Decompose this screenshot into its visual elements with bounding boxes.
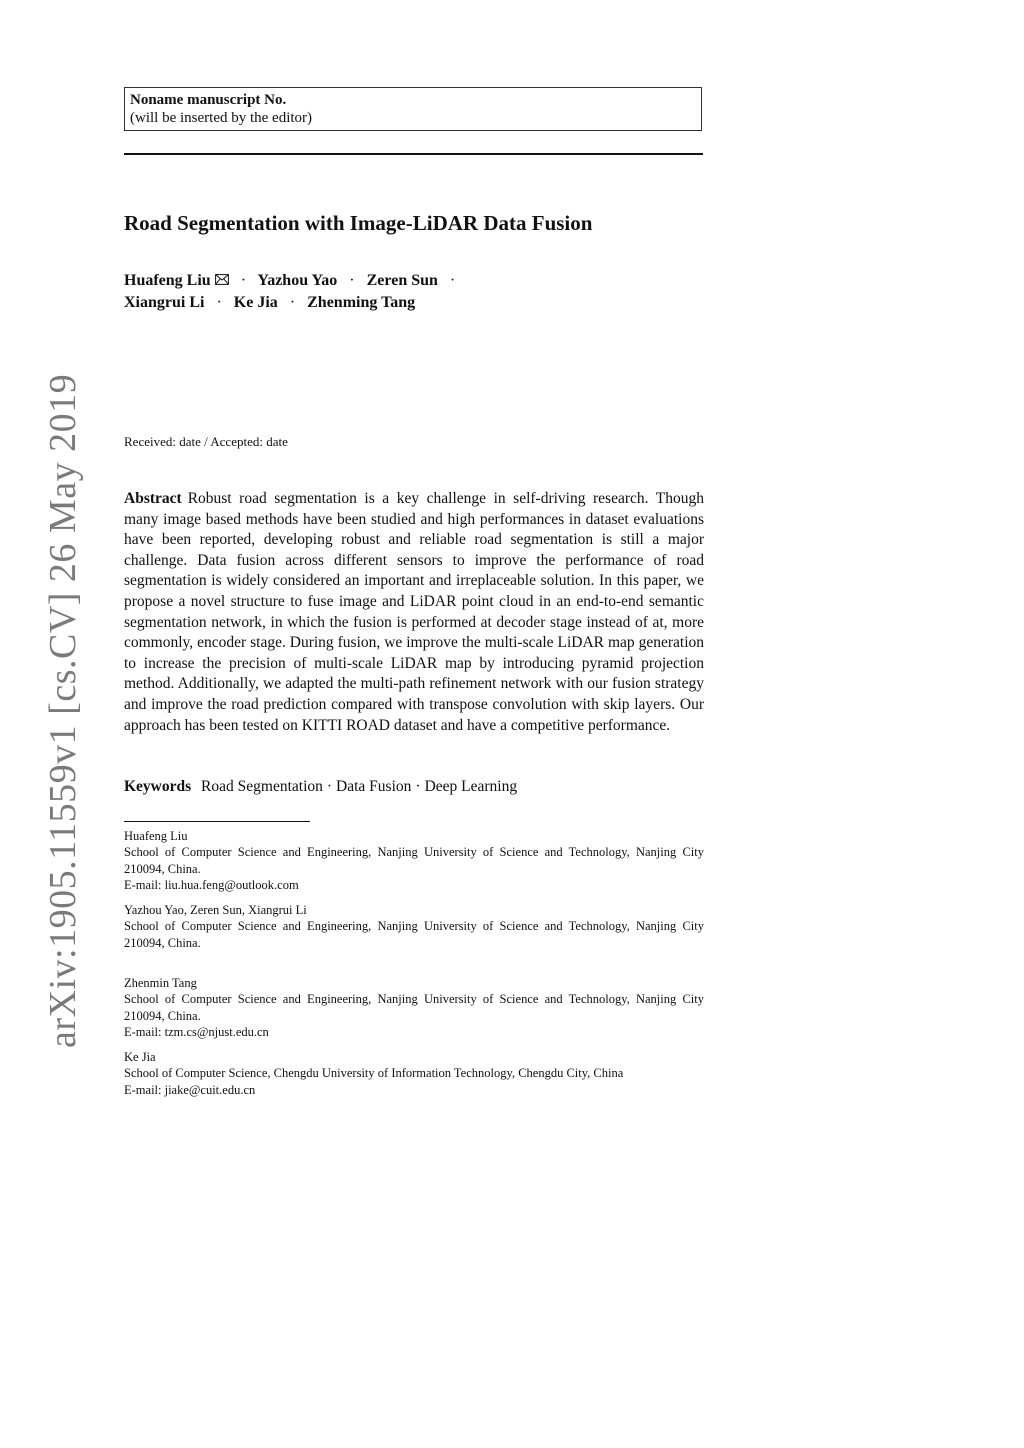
received-accepted-date: Received: date / Accepted: date <box>124 434 288 449</box>
affiliation-email: E-mail: tzm.cs@njust.edu.cn <box>124 1024 269 1039</box>
author-separator: · <box>289 294 296 312</box>
manuscript-header-box <box>124 87 702 131</box>
abstract-text: Robust road segmentation is a key challenge in self-driving research. Though many image based methods have been studied and high performances in dataset evaluations have been reported, developing robust and reliable road segmentation is still a major challenge. Data fusion across different sensors to improve the performance of road segmentation is widely considered an important and irreplaceable solution. In this paper, we propose a novel structure to fuse image and LiDAR point cloud in an end-to-end semantic segmentation network, in which the fusion is performed at decoder stage instead of at, more commonly, encoder stage. During fusion, we improve the multi-scale LiDAR map generation to increase the precision of multi-scale LiDAR map by introducing pyramid projection method. Additionally, we adapted the multi-path refinement network with our fusion strategy and improve the road prediction compared with transpose convolution with skip layers. Our approach has been tested on KITTI ROAD dataset and have a competitive performance. <box>124 490 704 734</box>
affiliation-block <box>124 1049 704 1098</box>
affiliation-name: Zhenmin Tang <box>124 976 197 990</box>
author-list <box>124 270 463 314</box>
author-separator: · <box>449 272 456 289</box>
header-rule <box>124 153 703 155</box>
author-separator: · <box>240 272 247 289</box>
author-name: Xiangrui Li <box>124 294 205 312</box>
envelope-icon[interactable] <box>215 270 229 292</box>
author-separator: · <box>216 294 222 312</box>
abstract-label: Abstract <box>124 490 182 507</box>
affiliation-name: Ke Jia <box>124 1050 156 1064</box>
affiliation-address: School of Computer Science and Engineering, Nanjing University of Science and Technology, Nanjing City 210094, China. <box>124 992 704 1023</box>
affiliation-name: Huafeng Liu <box>124 829 188 843</box>
footnote-rule <box>124 821 310 822</box>
affiliation-address: School of Computer Science and Engineering, Nanjing University of Science and Technology, Nanjing City 210094, China. <box>124 919 704 950</box>
affiliation-email: E-mail: jiake@cuit.edu.cn <box>124 1082 256 1097</box>
affiliation-address: School of Computer Science and Engineering, Nanjing University of Science and Technology, Nanjing City 210094, China. <box>124 845 704 876</box>
editor-note: (will be inserted by the editor) <box>130 110 313 126</box>
affiliation-block <box>124 902 704 951</box>
keywords <box>124 778 517 796</box>
author-name: Ke Jia <box>233 294 278 312</box>
affiliation-block <box>124 828 704 893</box>
affiliation-address: School of Computer Science, Chengdu University of Information Technology, Chengdu City, China <box>124 1066 624 1081</box>
abstract <box>124 489 704 736</box>
paper-title: Road Segmentation with Image-LiDAR Data Fusion <box>124 211 593 235</box>
arxiv-identifier-stamp: arXiv:1905.11559v1 [cs.CV] 26 May 2019 <box>42 373 84 1048</box>
author-name: Huafeng Liu <box>124 272 211 289</box>
affiliation-name: Yazhou Yao, Zeren Sun, Xiangrui Li <box>124 903 307 917</box>
manuscript-number-label: Noname manuscript No. <box>130 92 287 108</box>
affiliation-email: E-mail: liu.hua.feng@outlook.com <box>124 877 299 892</box>
author-name: Zeren Sun <box>366 272 438 289</box>
keywords-label: Keywords <box>124 778 192 795</box>
author-name: Zhenming Tang <box>307 294 416 312</box>
keyword: Road Segmentation <box>201 778 323 795</box>
author-line-1 <box>124 270 463 292</box>
author-separator: · <box>349 272 355 289</box>
keyword-separator: · <box>415 778 421 795</box>
author-name: Yazhou Yao <box>257 272 338 289</box>
keyword-separator: · <box>326 778 333 795</box>
affiliation-block <box>124 975 704 1040</box>
keyword: Data Fusion <box>336 778 412 795</box>
keyword: Deep Learning <box>424 778 518 795</box>
author-line-2 <box>124 292 463 314</box>
